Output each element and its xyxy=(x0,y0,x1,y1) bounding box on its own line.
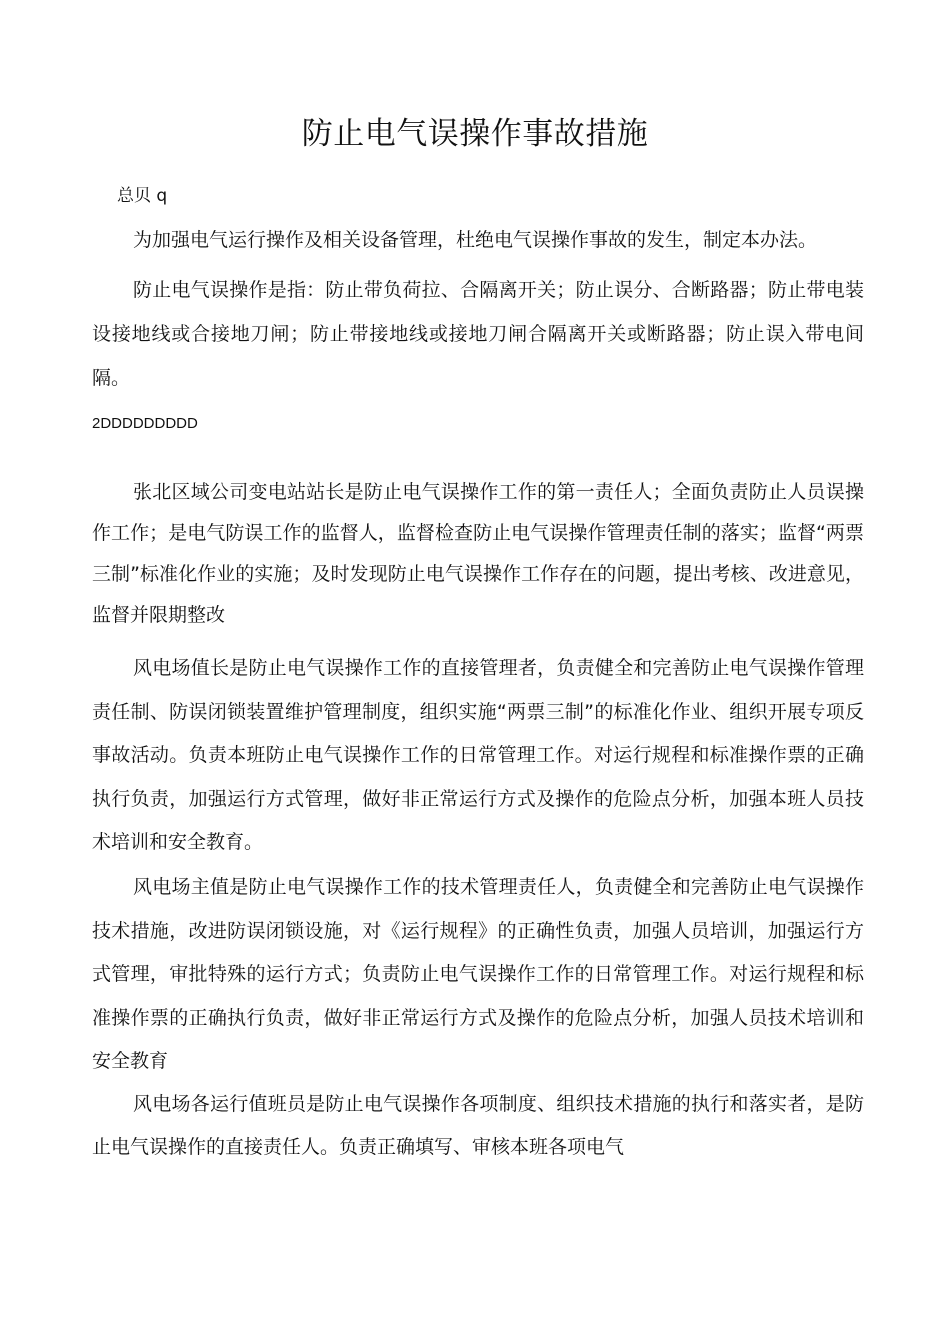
responsibility-paragraph-main-operator: 风电场主值是防止电气误操作工作的技术管理责任人，负责健全和完善防止电气误操作技术措施，改进防误闭锁设施，对《运行规程》的正确性负责，加强人员培训，加强运行方式管理，审批特殊的运行方式；负责防止电气误操作工作的日常管理工作。对运行规程和标准操作票的正确执行负责，做好非正常运行方式及操作的危险点分析，加强人员技术培训和安全教育 xyxy=(92,876,864,1072)
section-heading: 总贝 q xyxy=(117,186,168,206)
document-title: 防止电气误操作事故措施 xyxy=(301,116,649,152)
responsibility-paragraph-operators: 风电场各运行值班员是防止电气误操作各项制度、组织技术措施的执行和落实者，是防止电气误操作的直接责任人。负责正确填写、审核本班各项电气 xyxy=(92,1093,864,1158)
purpose-paragraph: 为加强电气运行操作及相关设备管理，杜绝电气误操作事故的发生，制定本办法。 xyxy=(133,229,818,251)
definition-paragraph: 防止电气误操作是指：防止带负荷拉、合隔离开关；防止误分、合断路器；防止带电装设接地线或合接地刀闸；防止带接地线或接地刀闸合隔离开关或断路器；防止误入带电间隔。 xyxy=(92,279,864,389)
responsibility-paragraph-shift-leader: 风电场值长是防止电气误操作工作的直接管理者，负责健全和完善防止电气误操作管理责任制、防误闭锁装置维护管理制度，组织实施“两票三制”的标准化作业、组织开展专项反事故活动。负责本班防止电气误操作工作的日常管理工作。对运行规程和标准操作票的正确执行负责，加强运行方式管理，做好非正常运行方式及操作的危险点分析，加强本班人员技术培训和安全教育。 xyxy=(92,657,864,853)
section-code: 2DDDDDDDDD xyxy=(92,415,198,432)
responsibility-paragraph-station-head: 张北区域公司变电站站长是防止电气误操作工作的第一责任人；全面负责防止人员误操作工作；是电气防误工作的监督人，监督检查防止电气误操作管理责任制的落实；监督“两票三制”标准化作业的实施；及时发现防止电气误操作工作存在的问题，提出考核、改进意见，监督并限期整改 xyxy=(92,481,864,626)
